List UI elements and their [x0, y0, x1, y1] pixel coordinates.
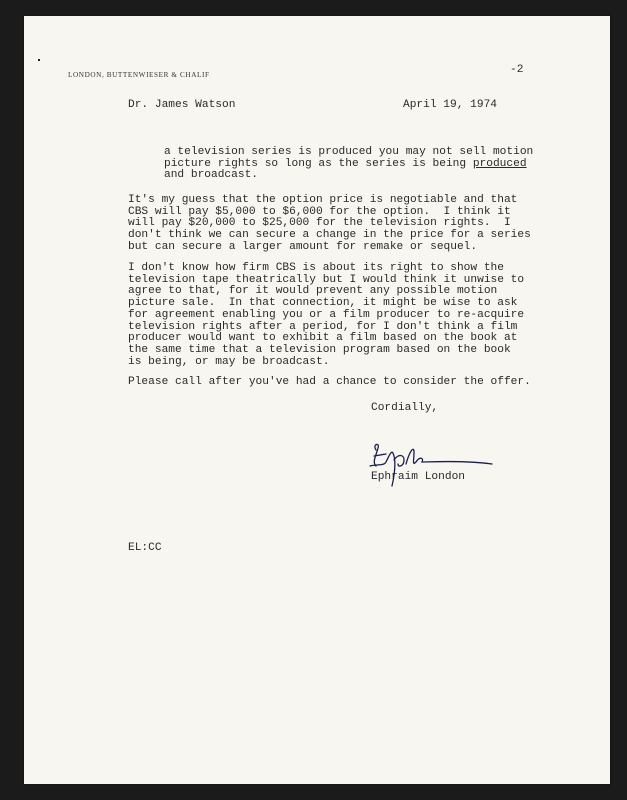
signer-name: Ephraim London: [371, 471, 465, 483]
closing: Cordially,: [371, 402, 439, 414]
paragraph1-line1: a television series is produced you may not sell motion: [164, 146, 534, 158]
paragraph-continuation: [164, 147, 533, 182]
paragraph-option-price: It's my guess that the option price is negotiable and that CBS will pay $5,000 to $6,000 for the option. I think it will pay $20,000 to $25,000 for the television rights. I don't think we can secure a change in the price for a series but can secure a larger amount for remake or sequel.: [128, 194, 531, 253]
typist-initials: EL:CC: [128, 542, 162, 554]
letter-page: [24, 16, 610, 784]
margin-mark: [38, 59, 40, 61]
underlined-word: produced: [472, 157, 527, 170]
paragraph-cbs-rights: I don't know how firm CBS is about its right to show the television tape theatrically but I would think it unwise to agree to that, for it would prevent any possible motion picture sale. In that connection, it might be wise to ask for agreement enabling you or a film producer to re-acquire television rights after a period, for I don't think a film producer would want to exhibit a film based on the book at the same time that a television program based on the book is being, or may be broadcast.: [128, 262, 525, 368]
paragraph1-line2: picture rights so long as the series is being: [164, 157, 473, 170]
paragraph-call: Please call after you've had a chance to consider the offer.: [128, 376, 531, 388]
paragraph1-line3: and broadcast.: [164, 169, 258, 182]
page-number: -2: [510, 64, 524, 76]
letterhead: LONDON, BUTTENWIESER & CHALIF: [68, 71, 210, 79]
addressee: Dr. James Watson: [128, 99, 236, 111]
letter-date: April 19, 1974: [403, 99, 497, 111]
